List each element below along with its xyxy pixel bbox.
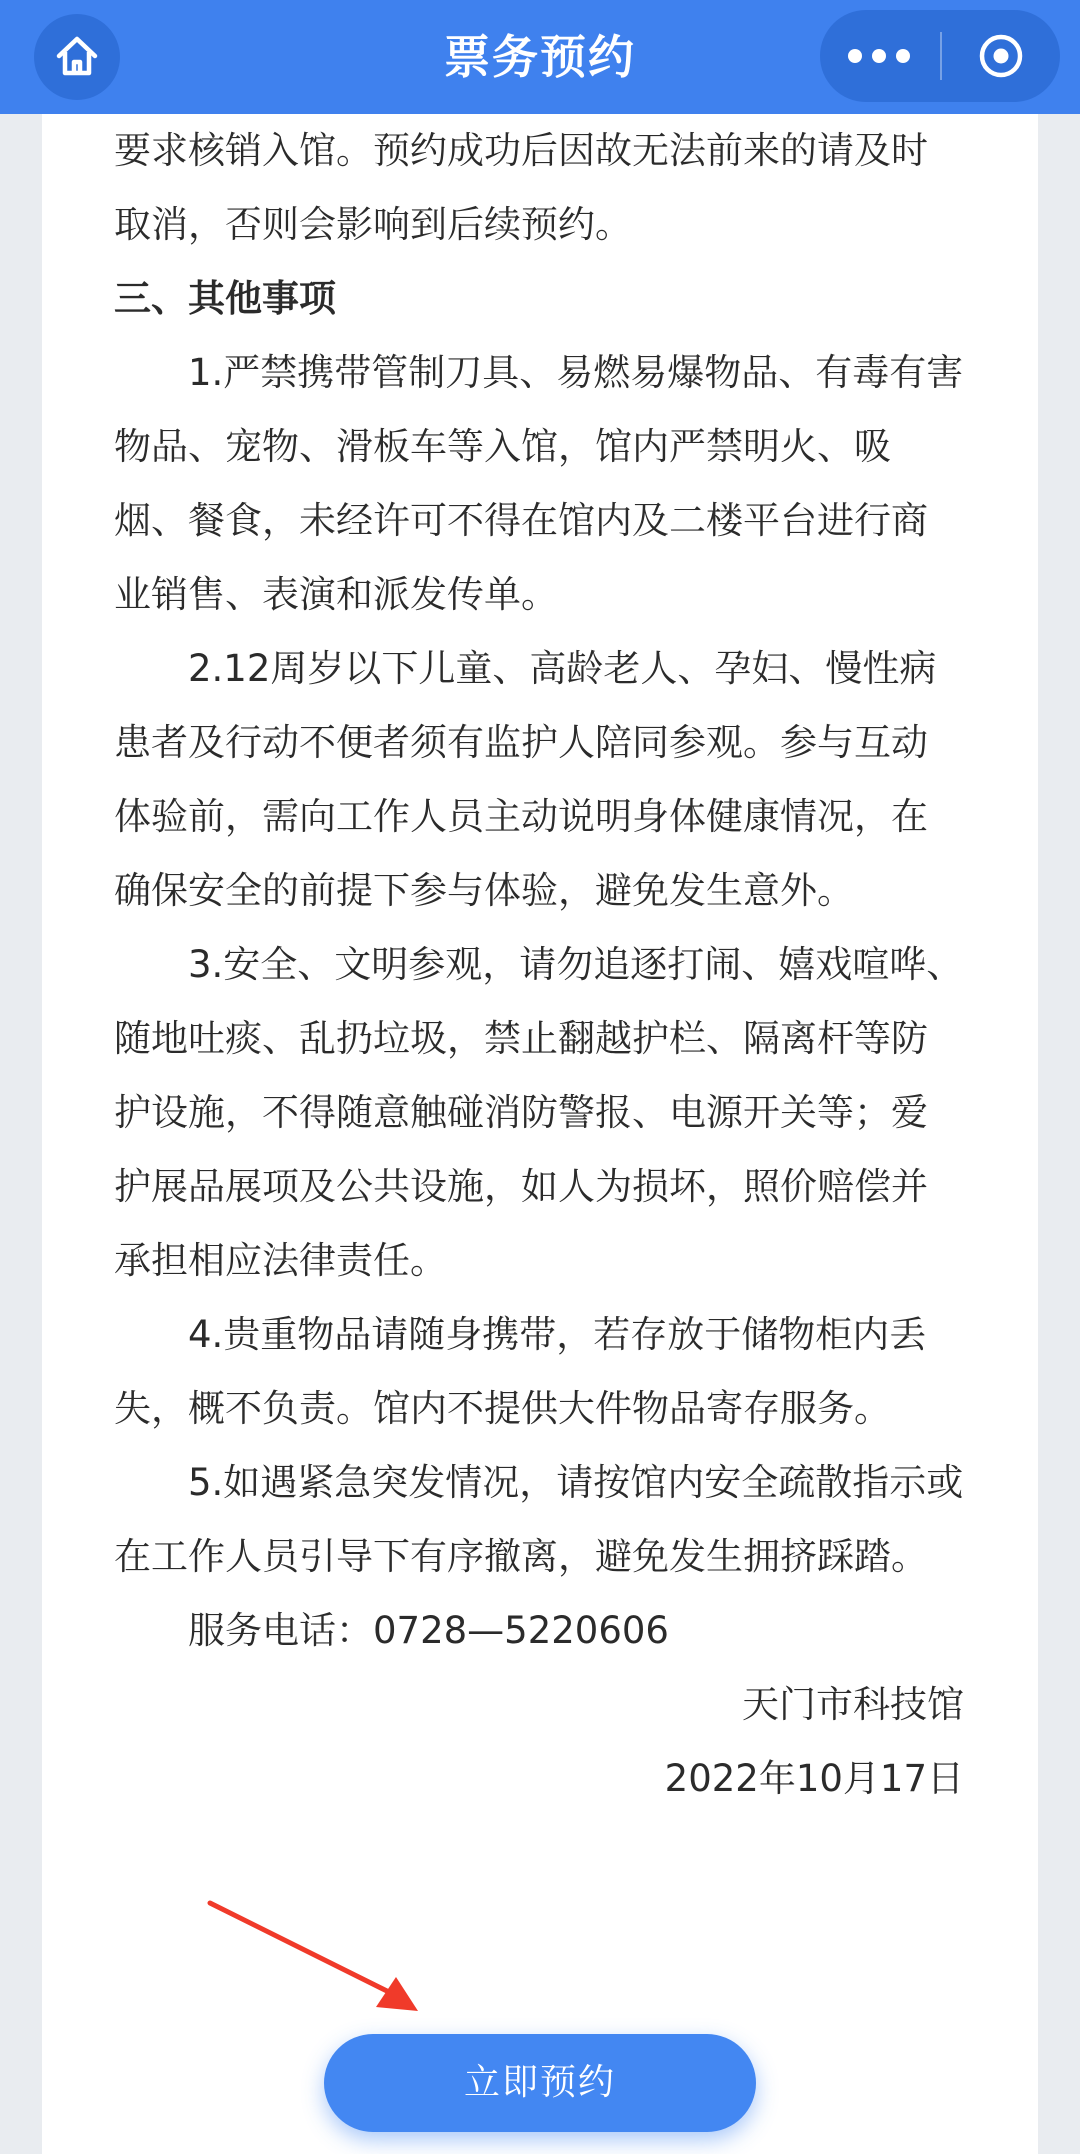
notice-item: 3.安全、文明参观，请勿追逐打闹、嬉戏喧哗、随地吐痰、乱扔垃圾，禁止翻越护栏、隔离杆等防护设施，不得随意触碰消防警报、电源开关等；爱护展品展项及公共设施，如人为损坏，照价赔偿并承担相应法律责任。	[114, 943, 964, 1282]
signature: 天门市科技馆	[742, 1683, 964, 1726]
notice-date: 2022年10月17日	[664, 1757, 964, 1800]
red-arrow-icon	[200, 1895, 440, 2025]
more-dots-icon	[848, 49, 862, 63]
page-title: 票务预约	[444, 30, 636, 84]
notice-item: 5.如遇紧急突发情况，请按馆内安全疏散指示或在工作人员引导下有序撤离，避免发生拥挤踩踏。	[114, 1461, 964, 1578]
notice-item: 2.12周岁以下儿童、高龄老人、孕妇、慢性病患者及行动不便者须有监护人陪同参观。参与互动体验前，需向工作人员主动说明身体健康情况，在确保安全的前提下参与体验，避免发生意外。	[114, 647, 937, 912]
reserve-now-button[interactable]: 立即预约	[324, 2034, 756, 2132]
notice-content	[114, 114, 964, 1816]
more-dots-icon	[872, 49, 886, 63]
service-phone: 服务电话：0728—5220606	[188, 1609, 669, 1652]
notice-item: 1.严禁携带管制刀具、易燃易爆物品、有毒有害物品、宠物、滑板车等入馆，馆内严禁明火、吸烟、餐食，未经许可不得在馆内及二楼平台进行商业销售、表演和派发传单。	[114, 351, 964, 616]
notice-paragraph: 要求核销入馆。预约成功后因故无法前来的请及时取消，否则会影响到后续预约。	[114, 129, 928, 246]
capsule-divider	[940, 32, 942, 80]
more-button[interactable]	[844, 40, 914, 72]
more-dots-icon	[896, 49, 910, 63]
notice-item: 4.贵重物品请随身携带，若存放于储物柜内丢失，概不负责。馆内不提供大件物品寄存服务。	[114, 1313, 927, 1430]
mini-program-close-icon	[977, 32, 1025, 80]
mini-program-capsule	[820, 10, 1060, 102]
title-bar	[0, 0, 1080, 114]
section-title: 三、其他事项	[114, 277, 336, 320]
